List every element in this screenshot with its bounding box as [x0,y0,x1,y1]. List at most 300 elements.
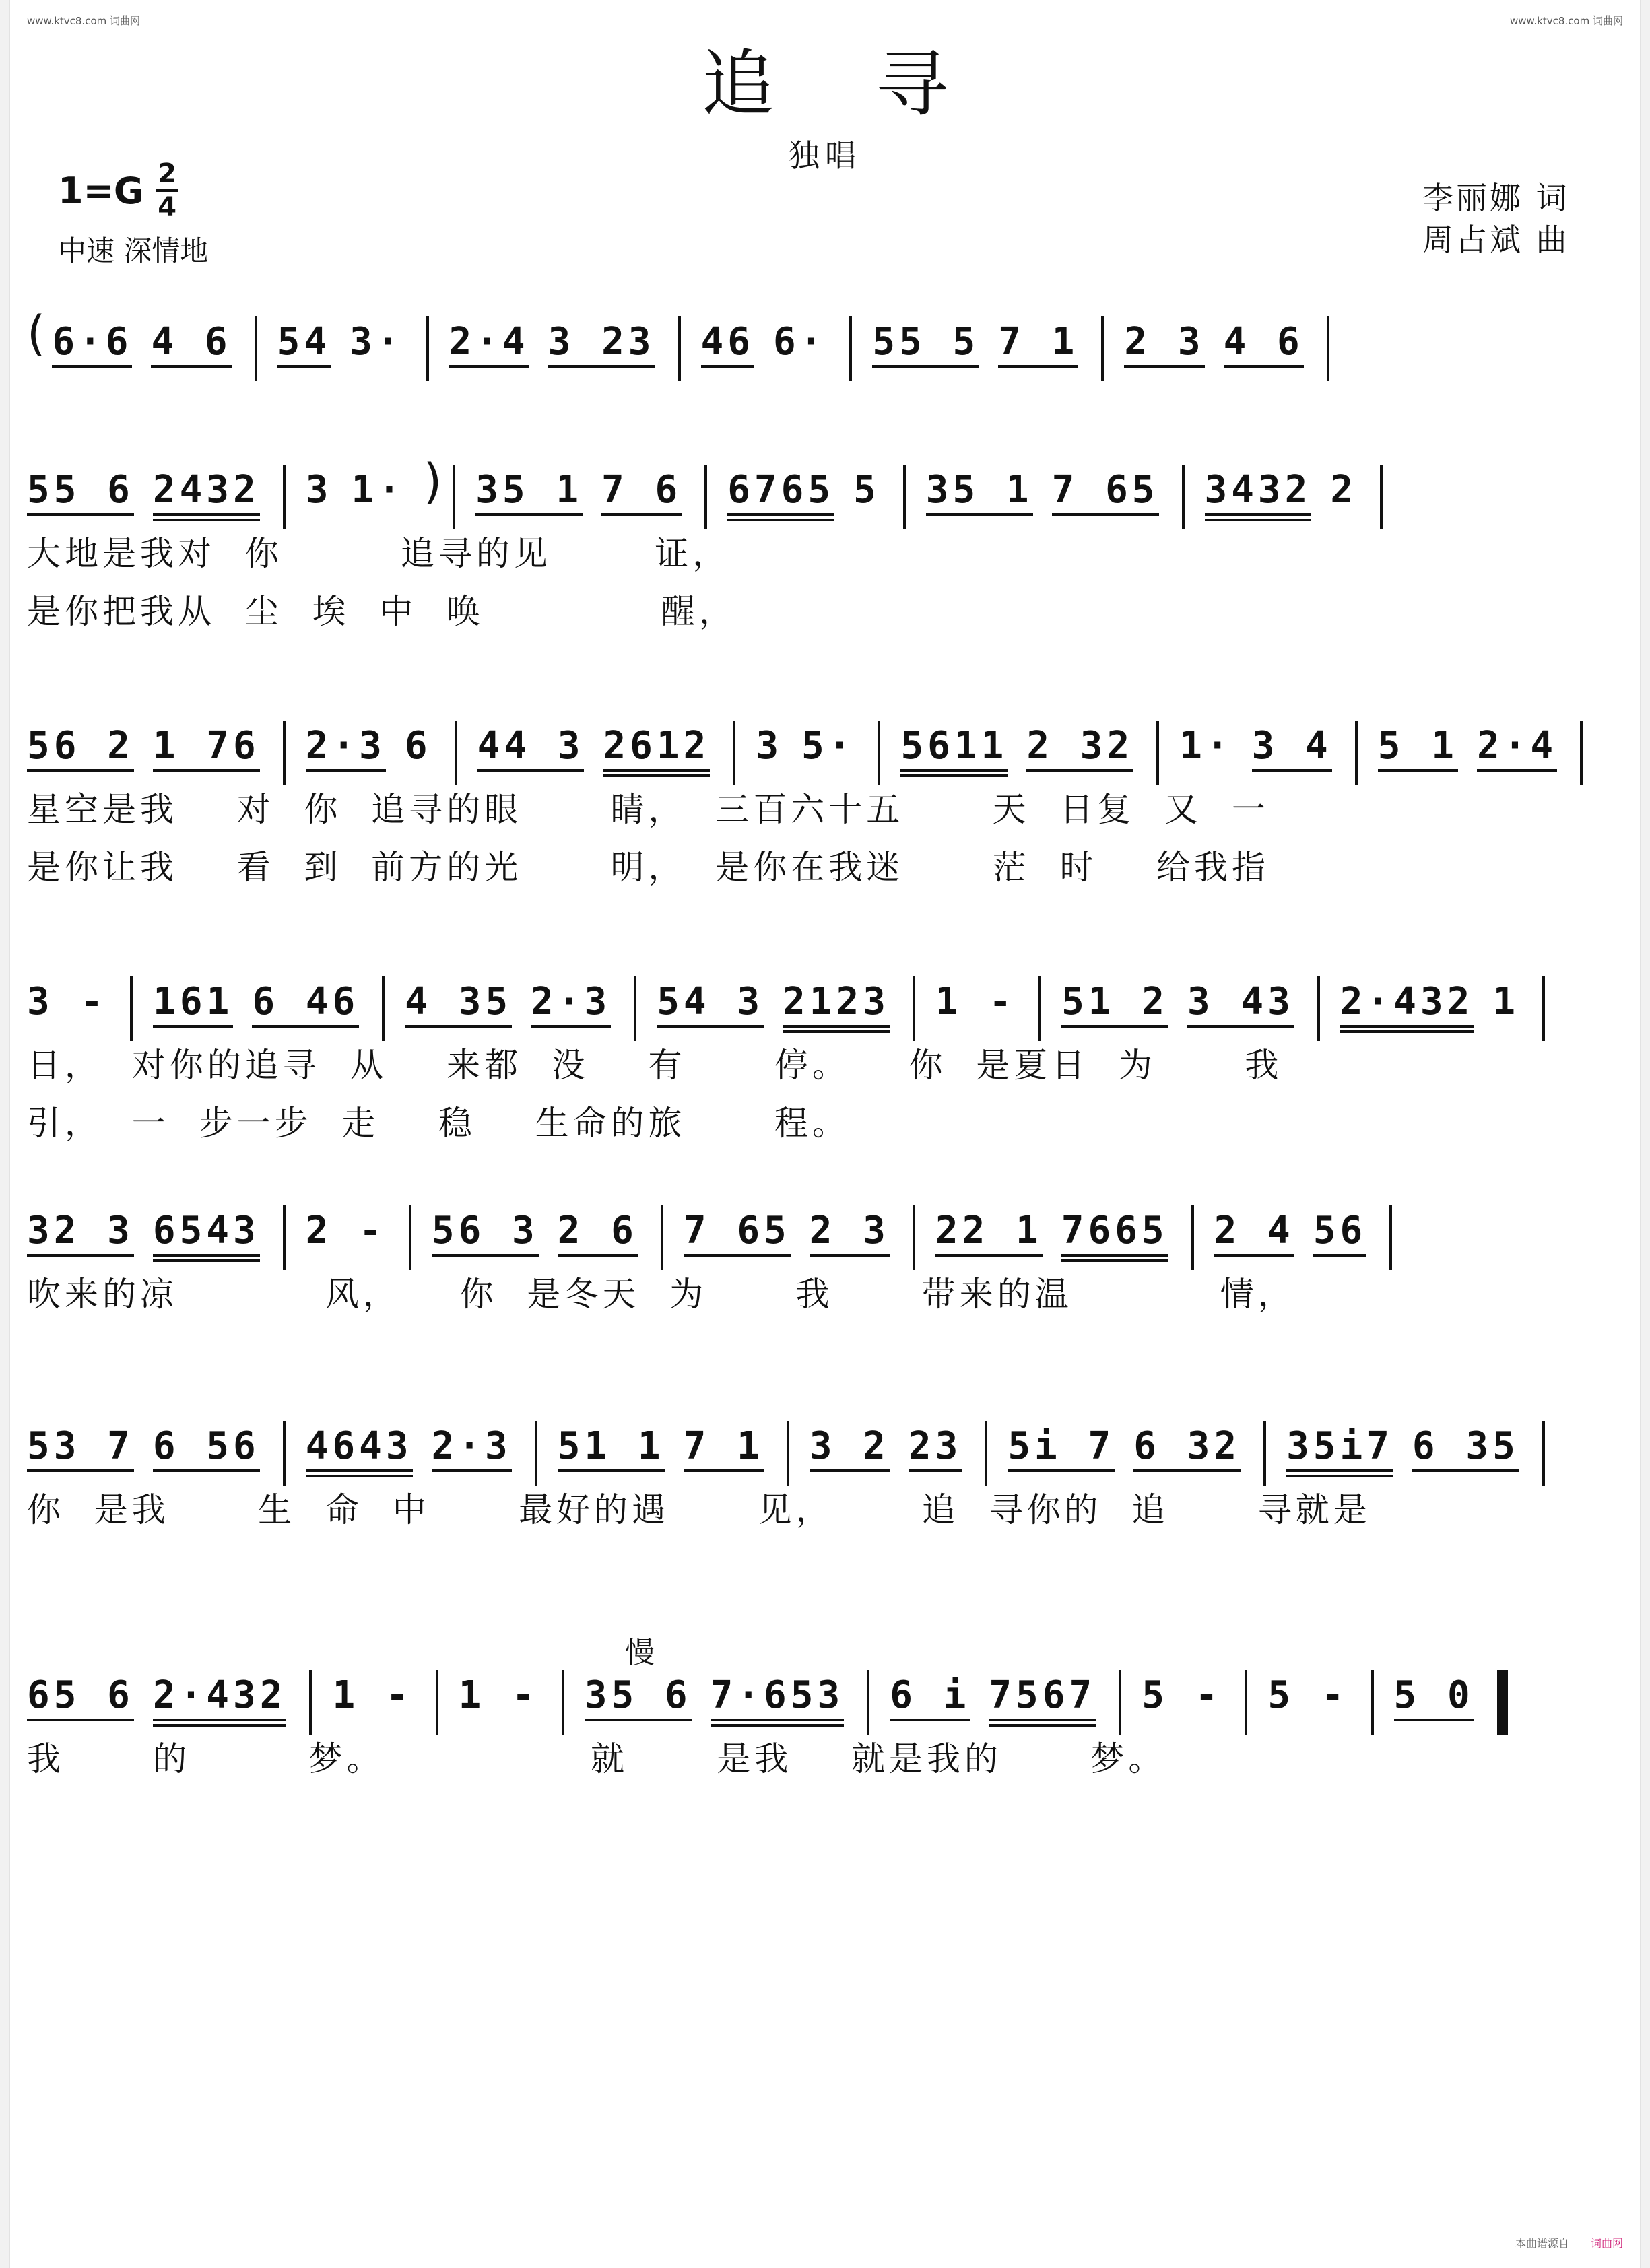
jianpu-notes: 2 6 [557,1209,638,1253]
beat-group [459,1650,539,1716]
jianpu-notes: 35 1 [475,468,583,512]
jianpu-notes: 5i 7 [1008,1424,1115,1468]
jianpu-notes: 3 [305,468,333,512]
jianpu-notes: 7665 [1061,1209,1168,1253]
beam-underline-double [153,1259,260,1262]
beam-underline [277,365,331,368]
jianpu-notes: 161 [153,980,234,1024]
beat-group [773,296,826,362]
site-watermark-left: www.ktvc8.com 词曲网 [27,15,141,27]
jianpu-notes: 7567 [989,1673,1096,1717]
beam-underline [153,769,260,772]
beam-underline [1124,365,1204,368]
jianpu-notes: 6 i [890,1673,970,1717]
beam-underline [810,1254,890,1257]
barline [1182,465,1185,529]
beat-group [153,444,260,521]
jianpu-notes: 1· [1179,724,1233,768]
jianpu-notes: 5 - [1142,1673,1222,1717]
beam-underline [27,769,134,772]
beat-group [548,296,655,368]
beat-group [801,700,855,766]
jianpu-notes: 65 6 [27,1673,134,1717]
beat-group [52,296,132,368]
beat-group [153,956,233,1028]
beat-group [1133,1401,1241,1472]
beam-underline [1214,1254,1294,1257]
beam-underline [432,1469,512,1472]
jianpu-notes: 1 [1492,980,1520,1024]
beam-underline [449,365,529,368]
beat-group [350,296,403,362]
final-barline [1497,1670,1508,1735]
beam-underline-double [989,1724,1096,1727]
composer-credit: 周占斌 曲 [1422,222,1570,258]
jianpu-notes: 46 [700,320,754,364]
beat-group [531,956,611,1028]
beat-group [900,700,1008,777]
beat-group [783,956,890,1033]
beat-group [684,1185,791,1257]
jianpu-notes: 1 - [935,980,1016,1024]
notation-line [27,296,1350,370]
beam-underline [153,1254,260,1257]
beat-group [558,1401,665,1472]
notation-line [27,1650,1528,1724]
jianpu-notes: 7·653 [710,1673,845,1717]
beam-underline [306,1469,413,1472]
lyrics-verse-2: 是你把我从 尘 埃 中 唤 醒， [27,592,737,631]
key-text: 1=G [58,169,144,212]
jianpu-notes: 3 4 [1251,724,1332,768]
barline [426,316,429,381]
footer-source-note: 本曲谱源自 [1515,2237,1569,2250]
barline [1263,1421,1266,1486]
beat-group [935,1185,1043,1257]
beat-group [1124,296,1204,368]
barline [455,721,457,785]
barline [634,976,636,1041]
beam-underline-double [153,519,260,521]
jianpu-notes: 3 [756,724,783,768]
beam-underline-double [1061,1259,1168,1262]
beam-underline-double [306,1475,413,1477]
beam-underline [684,1469,764,1472]
song-title: 追寻 [701,42,1049,127]
barline [1580,721,1583,785]
jianpu-notes: 7 65 [1051,468,1159,512]
beam-underline [477,769,585,772]
beat-group [853,444,880,510]
beat-group [1412,1401,1519,1472]
jianpu-notes: 54 3 [657,980,764,1024]
beam-underline-double [783,1030,890,1033]
barline [1542,976,1545,1041]
beat-group [603,700,710,777]
beat-group [306,700,386,772]
barline [733,721,735,785]
jianpu-notes: 7 1 [683,1424,764,1468]
score-system-2 [27,444,1630,631]
beam-underline [935,1254,1043,1257]
beam-underline [151,365,231,368]
beat-group [935,956,1016,1022]
beat-group [657,956,764,1028]
beat-group [1313,1185,1366,1257]
beam-underline [558,1469,665,1472]
jianpu-notes: 2 4 [1214,1209,1294,1253]
jianpu-notes: 4 6 [1223,320,1304,364]
beat-group [27,1185,134,1257]
jianpu-notes: 2 - [305,1209,386,1253]
lyrics-verse-1: 吹来的凉 风， 你 是冬天 为 我 带来的温 情， [27,1275,1296,1314]
barline [283,1421,286,1486]
beat-group [432,1401,512,1472]
beam-underline [926,513,1033,516]
jianpu-notes: 7 65 [683,1209,791,1253]
barline [678,316,681,381]
beat-group [151,296,231,368]
barline [704,465,707,529]
beat-group [926,444,1033,516]
beam-underline [27,1469,134,1472]
key-signature [58,160,178,221]
barline [453,465,455,529]
beam-underline-double [727,519,834,521]
jianpu-notes: 2·432 [1340,980,1474,1024]
barline [382,976,385,1041]
jianpu-notes: 51 1 [557,1424,665,1468]
intro-close-paren: ) [423,454,442,509]
score-system-6 [27,1401,1630,1529]
beat-group [1394,1650,1474,1721]
lyrics-verse-2: 是你让我 看 到 前方的光 明， 是你在我迷 茫 时 给我指 [27,848,1270,887]
jianpu-notes: 1 - [332,1673,413,1717]
beam-underline [252,1025,359,1028]
beam-underline [1378,769,1458,772]
beam-underline [1224,365,1304,368]
beam-underline [585,1719,692,1721]
beam-underline [727,513,834,516]
barline [436,1670,438,1735]
beat-group [727,444,834,521]
barline [283,465,286,529]
jianpu-notes: 2·3 [431,1424,512,1468]
beam-underline [783,1025,890,1028]
score-system-7 [27,1650,1630,1778]
jianpu-notes: 2612 [603,724,711,768]
intro-open-paren: ( [27,306,46,361]
beam-underline [711,1719,845,1721]
barline [1542,1421,1545,1486]
beat-group [1378,700,1458,772]
barline [787,1421,789,1486]
beat-group [27,1401,134,1472]
beam-underline [1477,769,1557,772]
beat-group [1142,1650,1222,1716]
beam-underline-double [603,774,710,777]
beam-underline [601,513,682,516]
jianpu-notes: 6· [772,320,827,364]
barline [1156,721,1159,785]
jianpu-notes: 23 [908,1424,962,1468]
score-system-3 [27,700,1630,887]
beat-group [1477,700,1557,772]
site-watermark-right: www.ktvc8.com 词曲网 [1509,15,1623,27]
beat-group [810,1401,890,1472]
beam-underline-double [711,1724,845,1727]
barline [661,1205,663,1270]
beat-group [306,444,333,510]
beam-underline [558,1254,638,1257]
barline [913,976,915,1041]
barline [903,465,906,529]
jianpu-notes: 6 56 [152,1424,260,1468]
jianpu-notes: 44 3 [477,724,585,768]
lyrics-verse-1: 大地是我对 你 追寻的见 证， [27,534,731,573]
beam-underline [1133,1469,1241,1472]
barline [849,316,852,381]
notation-line [27,956,1565,1030]
jianpu-notes: 5 1 [1377,724,1458,768]
beat-group [810,1185,890,1257]
beam-underline [1340,1025,1474,1028]
beam-underline [1061,1025,1168,1028]
jianpu-notes: 6 32 [1133,1424,1241,1468]
jianpu-notes: 5 0 [1393,1673,1474,1717]
tempo-marking: 中速 深情地 [58,234,209,267]
beam-underline [548,365,655,368]
beam-underline [475,513,583,516]
beam-underline [998,365,1078,368]
beat-group [1061,1185,1168,1262]
barline [913,1205,915,1270]
beam-underline [27,513,134,516]
time-signature [156,160,178,221]
beat-group [872,296,979,368]
barline [1327,316,1329,381]
beat-group [432,1185,539,1257]
notation-line [27,700,1603,774]
beam-underline [1008,1469,1115,1472]
beat-group [1179,700,1232,766]
lyrics-verse-1: 你 是我 生 命 中 最好的遇 见， 追 寻你的 追 寻就是 [27,1490,1371,1529]
jianpu-notes: 55 5 [872,320,980,364]
beat-group [909,1401,962,1472]
beat-group [701,296,754,368]
beat-group [1252,700,1332,772]
barline [1038,976,1041,1041]
beam-underline [27,1254,134,1257]
jianpu-notes: 2 [1330,468,1358,512]
footer-site-name: 词曲网 [1590,2237,1623,2250]
score-system-1 [27,296,1630,404]
beam-underline [52,365,132,368]
jianpu-notes: 4 6 [151,320,232,364]
beat-group [405,700,432,766]
beat-group [153,1401,260,1472]
beam-underline [432,1254,539,1257]
left-border-strip [0,0,10,2268]
jianpu-notes: 56 2 [27,724,134,768]
barline [409,1205,411,1270]
beam-underline-double [900,774,1008,777]
jianpu-notes: 6 35 [1412,1424,1519,1468]
beam-underline [1052,513,1159,516]
jianpu-notes: 2·4 [1476,724,1558,768]
barline [255,316,257,381]
barline [1119,1670,1121,1735]
beat-group [351,444,404,510]
beam-underline [405,1025,512,1028]
jianpu-notes: 6543 [152,1209,260,1253]
beat-group [558,1185,638,1257]
jianpu-notes: 56 [1313,1209,1367,1253]
lyrics-verse-1: 星空是我 对 你 追寻的眼 睛， 三百六十五 天 日复 又 一 [27,790,1270,829]
jianpu-notes: 2432 [152,468,260,512]
beat-group [1026,700,1133,772]
jianpu-notes: 5611 [900,724,1008,768]
barline [878,721,880,785]
score-system-4 [27,956,1630,1143]
jianpu-notes: 3 - [27,980,108,1024]
beat-group [1008,1401,1115,1472]
beat-group [277,296,331,368]
beam-underline [890,1719,970,1721]
beam-underline [1026,769,1133,772]
jianpu-notes: 2·3 [531,980,612,1024]
lyrics-verse-1: 日， 对你的追寻 从 来都 没 有 停。 你 是夏日 为 我 [27,1046,1283,1085]
barline [535,1421,537,1486]
jianpu-notes: 55 6 [27,468,134,512]
jianpu-notes: 3 2 [809,1424,890,1468]
beat-group [153,700,260,772]
beam-underline [153,1719,287,1721]
beam-underline [1412,1469,1519,1472]
beam-underline [900,769,1008,772]
beat-group [601,444,682,516]
beat-group [27,444,134,516]
beam-underline-double [1286,1475,1393,1477]
jianpu-notes: 5 [853,468,880,512]
barline [283,1205,286,1270]
barline [283,721,286,785]
beat-group [306,1185,386,1251]
beam-underline [657,1025,764,1028]
jianpu-notes: 54 [277,320,331,364]
beam-underline [153,1025,233,1028]
beam-underline [603,769,710,772]
jianpu-notes: 2·432 [152,1673,287,1717]
jianpu-notes: 4 35 [405,980,513,1024]
beat-group [475,444,583,516]
jianpu-notes: 56 3 [431,1209,539,1253]
beam-underline [810,1469,890,1472]
jianpu-notes: 6765 [727,468,835,512]
jianpu-notes: 3· [350,320,403,364]
barline [867,1670,869,1735]
jianpu-notes: 5 - [1267,1673,1348,1717]
jianpu-notes: 2 32 [1026,724,1134,768]
beat-group [1214,1185,1294,1257]
beat-group [332,1650,412,1716]
right-border-strip [1640,0,1650,2268]
beam-underline [1313,1254,1366,1257]
beat-group [1052,444,1159,516]
beam-underline [153,513,260,516]
barline [562,1670,564,1735]
beat-group [1267,1650,1348,1716]
lyricist-credit: 李丽娜 词 [1422,180,1570,216]
beat-group [711,1650,845,1727]
beat-group [1224,296,1304,368]
performance-type: 独唱 [789,137,861,174]
beat-group [1492,956,1519,1022]
jianpu-notes: 7 1 [998,320,1079,364]
barline [1191,1205,1194,1270]
beam-underline [872,365,979,368]
jianpu-notes: 32 3 [27,1209,134,1253]
beat-group [153,1185,260,1262]
beat-group [998,296,1078,368]
beat-group [756,700,783,766]
beam-underline [989,1719,1096,1721]
barline [1389,1205,1392,1270]
beam-underline-double [1340,1030,1474,1033]
barline [1355,721,1358,785]
jianpu-notes: 22 1 [935,1209,1043,1253]
beat-group [1340,956,1474,1033]
jianpu-notes: 35i7 [1286,1424,1393,1468]
beat-group [405,956,512,1028]
beam-underline [1187,1025,1294,1028]
lyrics-verse-2: 引， 一 步一步 走 稳 生命的旅 程。 [27,1104,850,1143]
barline [1371,1670,1374,1735]
jianpu-notes: 1· [351,468,405,512]
beam-underline-double [153,1724,287,1727]
jianpu-notes: 3 23 [548,320,655,364]
beat-group [1205,444,1312,521]
beam-underline [153,1469,260,1472]
jianpu-notes: 35 1 [925,468,1033,512]
jianpu-notes: 2 3 [809,1209,890,1253]
beat-group [1286,1401,1393,1477]
jianpu-notes: 1 - [458,1673,539,1717]
barline [309,1670,312,1735]
jianpu-notes: 2·4 [449,320,529,364]
beat-group [989,1650,1096,1727]
beam-underline-double [1205,519,1312,521]
beat-group [1061,956,1168,1028]
beam-underline [909,1469,962,1472]
barline [130,976,133,1041]
jianpu-notes: 3 43 [1187,980,1294,1024]
beat-group [153,1650,287,1727]
beat-group [27,1650,134,1721]
beat-group [1330,444,1357,510]
beam-underline [27,1719,134,1721]
beat-group [1187,956,1294,1028]
beam-underline [1394,1719,1474,1721]
barline [1101,316,1104,381]
jianpu-notes: 7 6 [601,468,682,512]
beam-underline [1286,1469,1393,1472]
jianpu-notes: 2 3 [1124,320,1205,364]
beam-underline [1205,513,1312,516]
beat-group [449,296,529,368]
beat-group [252,956,359,1028]
score-system-5 [27,1185,1630,1314]
